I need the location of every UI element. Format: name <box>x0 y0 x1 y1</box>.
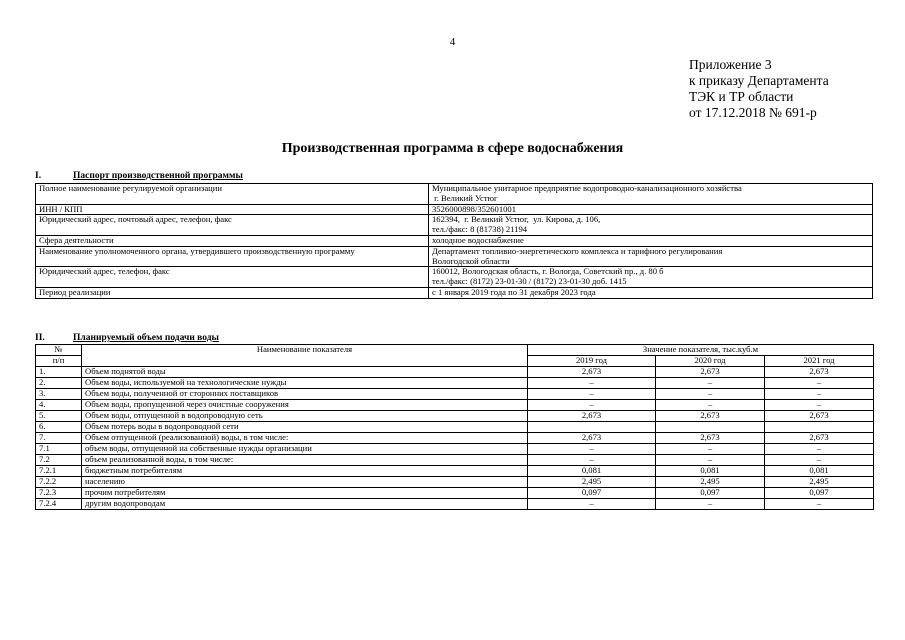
header-number-sub: п/п <box>36 356 82 367</box>
row-name: Объем воды, используемой на технологические нужды <box>82 378 528 389</box>
row-value <box>656 422 765 433</box>
row-value: 2,673 <box>765 411 874 422</box>
row-value: 0,081 <box>656 466 765 477</box>
passport-row <box>36 267 873 288</box>
passport-value-line: 160012, Вологодская область, г. Вологда, Советский пр., д. 80 б <box>432 266 664 277</box>
passport-value-line: 3526000898/352601001 <box>432 203 517 214</box>
header-name: Наименование показателя <box>82 345 528 367</box>
table-row <box>36 422 874 433</box>
table-row <box>36 367 874 378</box>
row-value: 0,097 <box>765 488 874 499</box>
row-value: – <box>765 455 874 466</box>
passport-value <box>429 204 873 215</box>
section-title: Планируемый объем подачи воды <box>73 333 219 343</box>
row-value: – <box>765 389 874 400</box>
row-value: 2,495 <box>765 477 874 488</box>
row-number: 4. <box>36 400 82 411</box>
row-value: – <box>656 444 765 455</box>
passport-key: Период реализации <box>36 287 429 298</box>
passport-key: Наименование уполномоченного органа, утвердившего производственную программу <box>36 246 429 267</box>
row-value: 0,097 <box>656 488 765 499</box>
passport-row <box>36 204 873 215</box>
row-value: – <box>528 389 656 400</box>
row-value: 2,495 <box>656 477 765 488</box>
header-value-group: Значение показателя, тыс.куб.м <box>528 345 874 356</box>
row-value: – <box>528 400 656 411</box>
row-value: 2,673 <box>528 411 656 422</box>
passport-value <box>429 267 873 288</box>
passport-row <box>36 215 873 236</box>
row-value: – <box>656 400 765 411</box>
row-value: – <box>765 378 874 389</box>
row-value: – <box>528 378 656 389</box>
table-row <box>36 455 874 466</box>
table-row <box>36 400 874 411</box>
header-number: № <box>36 345 82 356</box>
row-name: Объем воды, отпущенной в водопроводную сеть <box>82 411 528 422</box>
row-name: населению <box>82 477 528 488</box>
row-value <box>528 422 656 433</box>
passport-value <box>429 287 873 298</box>
header-year: 2020 год <box>656 356 765 367</box>
row-value: – <box>656 378 765 389</box>
row-name: объем воды, отпущенной на собственные нужды организации <box>82 444 528 455</box>
passport-value-line: тел./факс: (8172) 23-01-30 / (8172) 23-01-30 доб. 1415 <box>432 276 627 287</box>
row-value: 0,097 <box>528 488 656 499</box>
table-row <box>36 444 874 455</box>
row-value: 2,673 <box>528 433 656 444</box>
row-value: – <box>765 400 874 411</box>
row-number: 7.2.1 <box>36 466 82 477</box>
row-number: 7.2.3 <box>36 488 82 499</box>
row-value: 2,673 <box>656 367 765 378</box>
row-value: – <box>528 455 656 466</box>
table-row <box>36 378 874 389</box>
document-title: Производственная программа в сфере водоснабжения <box>281 141 624 156</box>
row-name: Объем воды, пропущенной через очистные сооружения <box>82 400 528 411</box>
passport-row <box>36 246 873 267</box>
row-value: – <box>656 455 765 466</box>
passport-value-line: 162394, г. Великий Устюг, ул. Кирова, д. 106, <box>432 214 601 225</box>
row-name: бюджетным потребителям <box>82 466 528 477</box>
header-year: 2019 год <box>528 356 656 367</box>
row-name: Объем потерь воды в водопроводной сети <box>82 422 528 433</box>
row-number: 5. <box>36 411 82 422</box>
appendix-block <box>689 57 829 121</box>
row-value: 0,081 <box>528 466 656 477</box>
passport-row <box>36 184 873 205</box>
row-value: 2,495 <box>528 477 656 488</box>
passport-row <box>36 235 873 246</box>
passport-value-line: Вологодской области <box>432 255 510 266</box>
row-value: – <box>656 389 765 400</box>
section-number: II. <box>35 333 45 343</box>
passport-key: Сфера деятельности <box>36 235 429 246</box>
section-number: I. <box>35 171 42 181</box>
table-row <box>36 411 874 422</box>
row-number: 7.2.4 <box>36 499 82 510</box>
row-number: 3. <box>36 389 82 400</box>
passport-value-line: с 1 января 2019 года по 31 декабря 2023 года <box>432 286 596 297</box>
row-value: 2,673 <box>656 411 765 422</box>
row-value: – <box>765 499 874 510</box>
appendix-line: Приложение 3 <box>689 57 772 72</box>
passport-table <box>35 183 873 299</box>
row-value: 2,673 <box>765 433 874 444</box>
passport-value <box>429 235 873 246</box>
appendix-line: ТЭК и ТР области <box>689 89 794 104</box>
appendix-line: к приказу Департамента <box>689 73 829 88</box>
table-row <box>36 477 874 488</box>
row-value: – <box>528 444 656 455</box>
volume-table <box>35 344 874 510</box>
row-number: 6. <box>36 422 82 433</box>
row-value: – <box>765 444 874 455</box>
table-row <box>36 488 874 499</box>
row-value: – <box>656 499 765 510</box>
passport-value <box>429 246 873 267</box>
table-row <box>36 433 874 444</box>
passport-key: Юридический адрес, почтовый адрес, телефон, факс <box>36 215 429 236</box>
passport-value-line: г. Великий Устюг <box>432 192 498 203</box>
row-value: 0,081 <box>765 466 874 477</box>
passport-value <box>429 215 873 236</box>
row-value: – <box>528 499 656 510</box>
row-value: 2,673 <box>765 367 874 378</box>
passport-value-line: тел./факс: 8 (81738) 21194 <box>432 224 528 235</box>
table-row <box>36 499 874 510</box>
section-title: Паспорт производственной программы <box>73 171 243 181</box>
passport-value-line: Муниципальное унитарное предприятие водопроводно-канализационного хозяйства <box>432 183 742 193</box>
passport-value <box>429 184 873 205</box>
row-name: другим водопроводам <box>82 499 528 510</box>
passport-key: Полное наименование регулируемой организации <box>36 184 429 205</box>
row-name: прочим потребителям <box>82 488 528 499</box>
passport-key: Юридический адрес, телефон, факс <box>36 267 429 288</box>
row-number: 7.1 <box>36 444 82 455</box>
passport-value-line: Департамент топливно-энергетического комплекса и тарифного регулирования <box>432 245 723 256</box>
table-row <box>36 389 874 400</box>
row-number: 2. <box>36 378 82 389</box>
header-year: 2021 год <box>765 356 874 367</box>
passport-value-line: холодное водоснабжение <box>432 234 524 245</box>
row-value: 2,673 <box>528 367 656 378</box>
appendix-line: от 17.12.2018 № 691-р <box>689 105 817 120</box>
row-name: Объем воды, полученной от сторонних поставщиков <box>82 389 528 400</box>
row-number: 7. <box>36 433 82 444</box>
passport-key: ИНН / КПП <box>36 204 429 215</box>
row-number: 7.2 <box>36 455 82 466</box>
table-row <box>36 466 874 477</box>
row-value: 2,673 <box>656 433 765 444</box>
row-number: 1. <box>36 367 82 378</box>
row-name: Объем отпущенной (реализованной) воды, в том числе: <box>82 433 528 444</box>
row-number: 7.2.2 <box>36 477 82 488</box>
page-number: 4 <box>449 36 456 48</box>
row-value <box>765 422 874 433</box>
row-name: объем реализованной воды, в том числе: <box>82 455 528 466</box>
passport-row <box>36 287 873 298</box>
row-name: Объем поднятой воды <box>82 367 528 378</box>
